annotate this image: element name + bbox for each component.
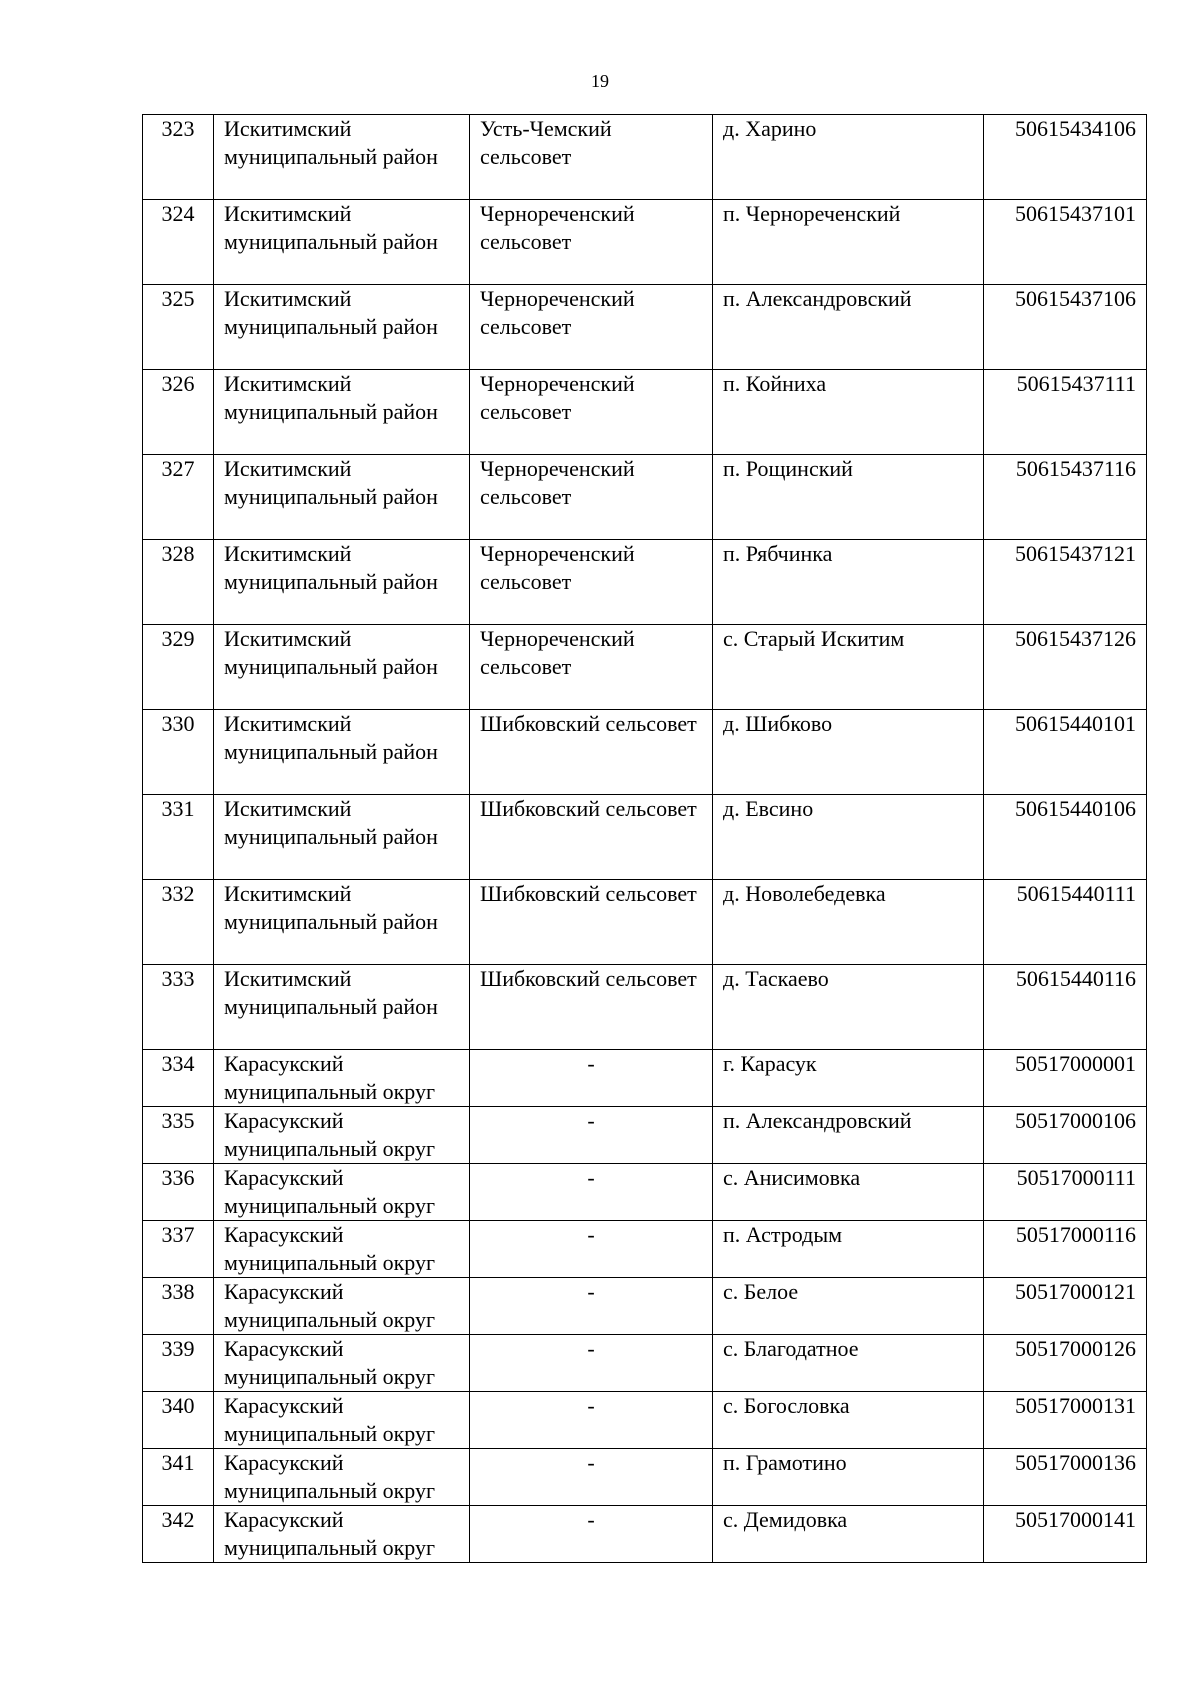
row-number: 331: [143, 795, 214, 880]
district-cell: Искитимский муниципальный район: [214, 710, 470, 795]
oktmo-code-cell: 50615437101: [984, 200, 1147, 285]
table-row: [143, 1221, 1147, 1278]
settlement-cell: Чернореченский сельсовет: [470, 455, 713, 540]
table-row: [143, 1335, 1147, 1392]
settlement-cell: Усть-Чемский сельсовет: [470, 115, 713, 200]
settlements-table: [142, 114, 1147, 1563]
row-number: 335: [143, 1107, 214, 1164]
table-row: [143, 540, 1147, 625]
table-row: [143, 625, 1147, 710]
oktmo-code-cell: 50517000121: [984, 1278, 1147, 1335]
locality-cell: д. Евсино: [713, 795, 984, 880]
district-cell: Искитимский муниципальный район: [214, 965, 470, 1050]
row-number: 338: [143, 1278, 214, 1335]
settlement-cell: -: [470, 1278, 713, 1335]
settlement-cell: -: [470, 1506, 713, 1563]
table-row: [143, 1449, 1147, 1506]
locality-cell: с. Демидовка: [713, 1506, 984, 1563]
row-number: 337: [143, 1221, 214, 1278]
district-cell: Искитимский муниципальный район: [214, 115, 470, 200]
row-number: 339: [143, 1335, 214, 1392]
district-cell: Искитимский муниципальный район: [214, 455, 470, 540]
district-cell: Искитимский муниципальный район: [214, 880, 470, 965]
oktmo-code-cell: 50615437106: [984, 285, 1147, 370]
row-number: 329: [143, 625, 214, 710]
oktmo-code-cell: 50517000001: [984, 1050, 1147, 1107]
oktmo-code-cell: 50517000116: [984, 1221, 1147, 1278]
district-cell: Искитимский муниципальный район: [214, 795, 470, 880]
locality-cell: г. Карасук: [713, 1050, 984, 1107]
table-row: [143, 1107, 1147, 1164]
district-cell: Карасукский муниципальный округ: [214, 1392, 470, 1449]
settlement-cell: Шибковский сельсовет: [470, 710, 713, 795]
oktmo-code-cell: 50615440116: [984, 965, 1147, 1050]
row-number: 334: [143, 1050, 214, 1107]
settlement-cell: -: [470, 1392, 713, 1449]
row-number: 333: [143, 965, 214, 1050]
locality-cell: с. Старый Искитим: [713, 625, 984, 710]
row-number: 336: [143, 1164, 214, 1221]
settlement-cell: -: [470, 1164, 713, 1221]
locality-cell: д. Шибково: [713, 710, 984, 795]
settlement-cell: -: [470, 1221, 713, 1278]
locality-cell: п. Чернореченский: [713, 200, 984, 285]
settlement-cell: Чернореченский сельсовет: [470, 370, 713, 455]
table-row: [143, 1050, 1147, 1107]
row-number: 323: [143, 115, 214, 200]
oktmo-code-cell: 50517000131: [984, 1392, 1147, 1449]
locality-cell: п. Рябчинка: [713, 540, 984, 625]
settlement-cell: Чернореченский сельсовет: [470, 285, 713, 370]
district-cell: Искитимский муниципальный район: [214, 370, 470, 455]
settlement-cell: -: [470, 1449, 713, 1506]
row-number: 330: [143, 710, 214, 795]
table-row: [143, 200, 1147, 285]
row-number: 324: [143, 200, 214, 285]
table-row: [143, 1164, 1147, 1221]
district-cell: Карасукский муниципальный округ: [214, 1107, 470, 1164]
settlement-cell: Шибковский сельсовет: [470, 795, 713, 880]
settlement-cell: Шибковский сельсовет: [470, 880, 713, 965]
row-number: 341: [143, 1449, 214, 1506]
locality-cell: п. Рощинский: [713, 455, 984, 540]
oktmo-code-cell: 50517000136: [984, 1449, 1147, 1506]
table-row: [143, 880, 1147, 965]
oktmo-code-cell: 50615437126: [984, 625, 1147, 710]
district-cell: Карасукский муниципальный округ: [214, 1449, 470, 1506]
oktmo-code-cell: 50517000141: [984, 1506, 1147, 1563]
row-number: 328: [143, 540, 214, 625]
locality-cell: д. Таскаево: [713, 965, 984, 1050]
oktmo-code-cell: 50615440111: [984, 880, 1147, 965]
district-cell: Искитимский муниципальный район: [214, 200, 470, 285]
settlement-cell: Чернореченский сельсовет: [470, 200, 713, 285]
district-cell: Карасукский муниципальный округ: [214, 1050, 470, 1107]
locality-cell: с. Анисимовка: [713, 1164, 984, 1221]
row-number: 325: [143, 285, 214, 370]
district-cell: Карасукский муниципальный округ: [214, 1221, 470, 1278]
locality-cell: п. Койниха: [713, 370, 984, 455]
locality-cell: п. Грамотино: [713, 1449, 984, 1506]
page-number: 19: [591, 71, 609, 91]
oktmo-code-cell: 50615434106: [984, 115, 1147, 200]
table-row: [143, 795, 1147, 880]
locality-cell: п. Александровский: [713, 285, 984, 370]
settlement-cell: -: [470, 1335, 713, 1392]
row-number: 327: [143, 455, 214, 540]
table-row: [143, 370, 1147, 455]
district-cell: Карасукский муниципальный округ: [214, 1278, 470, 1335]
row-number: 332: [143, 880, 214, 965]
locality-cell: с. Благодатное: [713, 1335, 984, 1392]
row-number: 326: [143, 370, 214, 455]
oktmo-code-cell: 50615440106: [984, 795, 1147, 880]
table-row: [143, 710, 1147, 795]
table-row: [143, 1506, 1147, 1563]
settlement-cell: Шибковский сельсовет: [470, 965, 713, 1050]
table-row: [143, 115, 1147, 200]
district-cell: Искитимский муниципальный район: [214, 625, 470, 710]
oktmo-code-cell: 50615437116: [984, 455, 1147, 540]
locality-cell: п. Александровский: [713, 1107, 984, 1164]
table-row: [143, 965, 1147, 1050]
district-cell: Карасукский муниципальный округ: [214, 1164, 470, 1221]
oktmo-code-cell: 50517000111: [984, 1164, 1147, 1221]
locality-cell: п. Астродым: [713, 1221, 984, 1278]
locality-cell: с. Белое: [713, 1278, 984, 1335]
oktmo-code-cell: 50615437111: [984, 370, 1147, 455]
settlement-cell: Чернореченский сельсовет: [470, 540, 713, 625]
table-row: [143, 1392, 1147, 1449]
district-cell: Искитимский муниципальный район: [214, 540, 470, 625]
district-cell: Карасукский муниципальный округ: [214, 1506, 470, 1563]
locality-cell: с. Богословка: [713, 1392, 984, 1449]
locality-cell: д. Харино: [713, 115, 984, 200]
table-row: [143, 1278, 1147, 1335]
district-cell: Искитимский муниципальный район: [214, 285, 470, 370]
table-row: [143, 285, 1147, 370]
row-number: 342: [143, 1506, 214, 1563]
oktmo-code-cell: 50615437121: [984, 540, 1147, 625]
table-row: [143, 455, 1147, 540]
table-body: [143, 115, 1147, 1563]
settlement-cell: Чернореченский сельсовет: [470, 625, 713, 710]
locality-cell: д. Новолебедевка: [713, 880, 984, 965]
oktmo-code-cell: 50517000126: [984, 1335, 1147, 1392]
oktmo-code-cell: 50615440101: [984, 710, 1147, 795]
row-number: 340: [143, 1392, 214, 1449]
settlement-cell: -: [470, 1107, 713, 1164]
settlement-cell: -: [470, 1050, 713, 1107]
district-cell: Карасукский муниципальный округ: [214, 1335, 470, 1392]
oktmo-code-cell: 50517000106: [984, 1107, 1147, 1164]
